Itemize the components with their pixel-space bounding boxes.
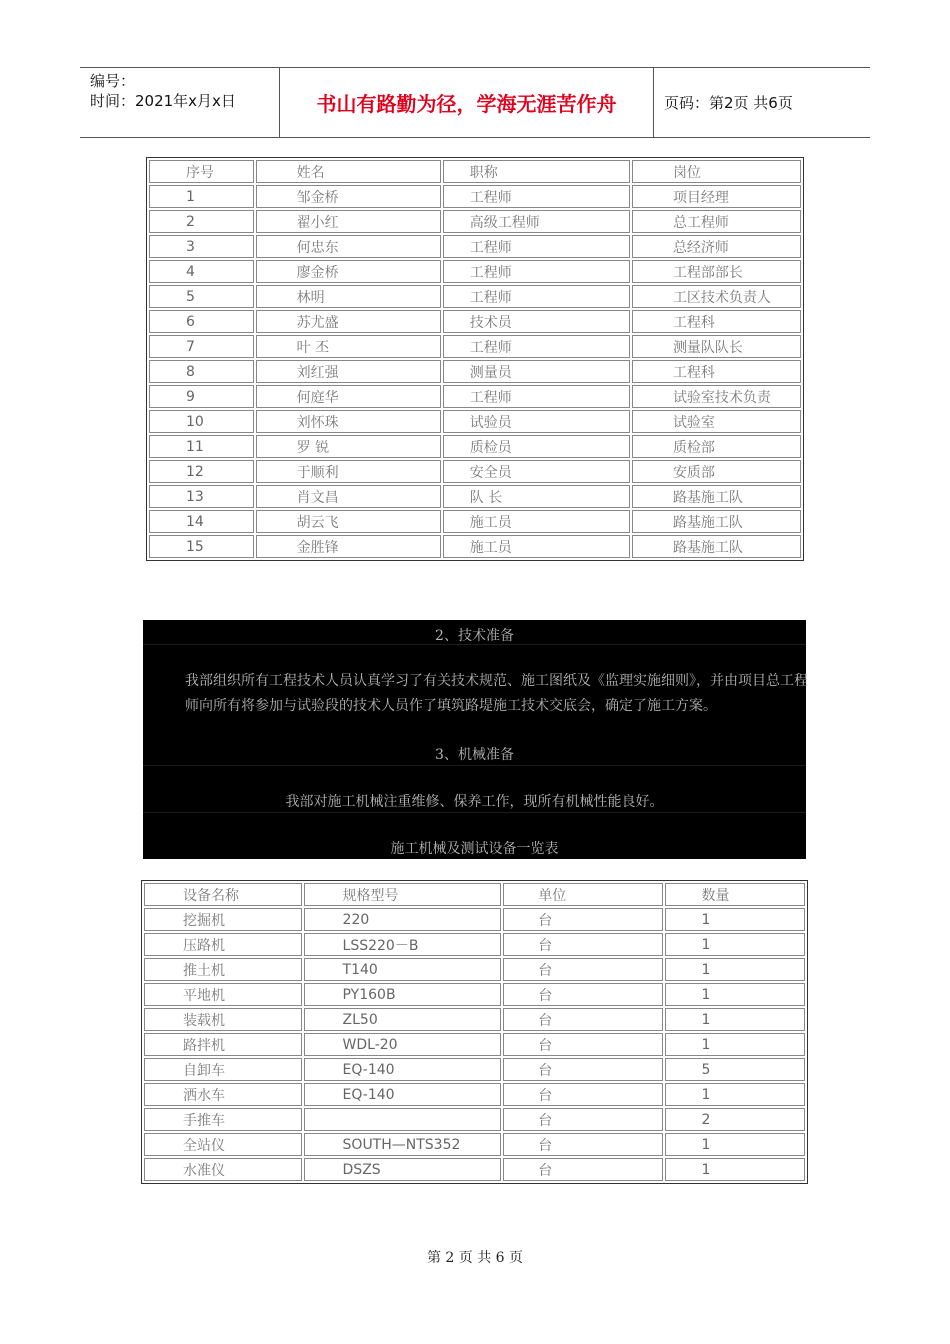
equipment-table — [141, 880, 808, 1184]
column-header: 姓名 — [256, 160, 441, 183]
staff-row — [149, 510, 801, 533]
equipment-row — [144, 958, 805, 981]
table-cell: 工程部部长 — [632, 260, 801, 283]
table-cell: SOUTH—NTS352 — [304, 1133, 502, 1156]
table-cell: 工程师 — [443, 385, 630, 408]
equipment-row — [144, 908, 805, 931]
table-cell: 廖金桥 — [256, 260, 441, 283]
table-cell: 2 — [665, 1108, 805, 1131]
code-label: 编号： — [90, 72, 136, 90]
table-cell: 自卸车 — [144, 1058, 302, 1081]
table-cell: 水准仪 — [144, 1158, 302, 1181]
table-cell: 邹金桥 — [256, 185, 441, 208]
table-cell: 5 — [149, 285, 254, 308]
table-cell: 工区技术负责人 — [632, 285, 801, 308]
equipment-row — [144, 1083, 805, 1106]
table-cell: 工程师 — [443, 335, 630, 358]
table-cell: 台 — [503, 1158, 662, 1181]
table-cell: 3 — [149, 235, 254, 258]
column-header: 规格型号 — [304, 883, 502, 906]
table-cell: 洒水车 — [144, 1083, 302, 1106]
staff-row — [149, 235, 801, 258]
table-cell: 14 — [149, 510, 254, 533]
table-cell: 高级工程师 — [443, 210, 630, 233]
table-cell: 苏尤盛 — [256, 310, 441, 333]
equipment-row — [144, 1058, 805, 1081]
column-header: 序号 — [149, 160, 254, 183]
table-cell: 装载机 — [144, 1008, 302, 1031]
table-cell: 2 — [149, 210, 254, 233]
staff-row — [149, 410, 801, 433]
table-cell: 10 — [149, 410, 254, 433]
table-cell: 罗 锐 — [256, 435, 441, 458]
table-cell: 台 — [503, 1108, 662, 1131]
table-cell: EQ-140 — [304, 1083, 502, 1106]
machine-prep-title: 3、机械准备 — [435, 747, 514, 763]
table-cell: 8 — [149, 360, 254, 383]
table-cell: 施工员 — [443, 510, 630, 533]
column-header: 职称 — [443, 160, 630, 183]
staff-row — [149, 260, 801, 283]
equipment-row — [144, 933, 805, 956]
equipment-row — [144, 1108, 805, 1131]
table-cell: 工程师 — [443, 185, 630, 208]
table-cell: 台 — [503, 908, 662, 931]
table-cell: 1 — [665, 1133, 805, 1156]
page-footer: 第 2 页 共 6 页 — [426, 1250, 524, 1266]
header-page-info: 页码：第2页 共6页 — [664, 94, 793, 112]
table-cell: 刘红强 — [256, 360, 441, 383]
table-cell: 1 — [665, 1083, 805, 1106]
table-cell — [304, 1108, 502, 1131]
table-cell: 林明 — [256, 285, 441, 308]
table-cell: 台 — [503, 1008, 662, 1031]
table-cell: 队 长 — [443, 485, 630, 508]
table-cell: 平地机 — [144, 983, 302, 1006]
table-cell: 肖文昌 — [256, 485, 441, 508]
table-cell: 6 — [149, 310, 254, 333]
column-header: 单位 — [503, 883, 662, 906]
staff-row — [149, 485, 801, 508]
staff-row — [149, 285, 801, 308]
table-cell: 路基施工队 — [632, 485, 801, 508]
table-cell: 总经济师 — [632, 235, 801, 258]
table-cell: 1 — [665, 1033, 805, 1056]
table-cell: 台 — [503, 1083, 662, 1106]
table-cell: 试验室 — [632, 410, 801, 433]
table-cell: 质检员 — [443, 435, 630, 458]
tech-prep-title: 2、技术准备 — [435, 628, 514, 644]
table-cell: 项目经理 — [632, 185, 801, 208]
table-cell: 7 — [149, 335, 254, 358]
table-cell: 5 — [665, 1058, 805, 1081]
staff-header-row — [149, 160, 801, 183]
tech-prep-text: 我部组织所有工程技术人员认真学习了有关技术规范、施工图纸及《监理实施细则》，并由项目总工程师向所有将参加与试验段的技术人员作了填筑路堤施工技术交底会，确定了施工方案。 — [185, 673, 808, 714]
table-cell: EQ-140 — [304, 1058, 502, 1081]
table-cell: 工程师 — [443, 285, 630, 308]
staff-table — [146, 157, 804, 561]
table-cell: 试验员 — [443, 410, 630, 433]
staff-row — [149, 335, 801, 358]
table-cell: 总工程师 — [632, 210, 801, 233]
table-cell: 工程科 — [632, 360, 801, 383]
staff-row — [149, 535, 801, 558]
table-cell: 1 — [149, 185, 254, 208]
table-cell: 台 — [503, 1133, 662, 1156]
table-cell: LSS220－B — [304, 933, 502, 956]
table-cell: 路基施工队 — [632, 535, 801, 558]
table-cell: 路拌机 — [144, 1033, 302, 1056]
table-cell: 4 — [149, 260, 254, 283]
staff-row — [149, 435, 801, 458]
table-cell: 1 — [665, 933, 805, 956]
table-cell: 台 — [503, 933, 662, 956]
equipment-row — [144, 1133, 805, 1156]
header-meta — [80, 68, 280, 137]
table-cell: 路基施工队 — [632, 510, 801, 533]
table-cell: ZL50 — [304, 1008, 502, 1031]
table-cell: 工程师 — [443, 260, 630, 283]
table-cell: 220 — [304, 908, 502, 931]
equipment-row — [144, 983, 805, 1006]
table-cell: 手推车 — [144, 1108, 302, 1131]
column-header: 数量 — [665, 883, 805, 906]
table-cell: 1 — [665, 958, 805, 981]
table-cell: 金胜锋 — [256, 535, 441, 558]
table-cell: 测量员 — [443, 360, 630, 383]
table-cell: 12 — [149, 460, 254, 483]
table-cell: 1 — [665, 908, 805, 931]
column-header: 设备名称 — [144, 883, 302, 906]
staff-row — [149, 385, 801, 408]
table-cell: 质检部 — [632, 435, 801, 458]
table-cell: PY160B — [304, 983, 502, 1006]
staff-row — [149, 360, 801, 383]
table-cell: 11 — [149, 435, 254, 458]
table-cell: DSZS — [304, 1158, 502, 1181]
table-cell: 推土机 — [144, 958, 302, 981]
table-cell: 何忠东 — [256, 235, 441, 258]
table-cell: 台 — [503, 1033, 662, 1056]
staff-row — [149, 210, 801, 233]
staff-row — [149, 185, 801, 208]
table-cell: T140 — [304, 958, 502, 981]
equipment-header-row — [144, 883, 805, 906]
table-cell: 15 — [149, 535, 254, 558]
table-cell: 测量队队长 — [632, 335, 801, 358]
table-cell: 于顺利 — [256, 460, 441, 483]
table-cell: 全站仪 — [144, 1133, 302, 1156]
table-cell: 压路机 — [144, 933, 302, 956]
preparation-section — [143, 620, 806, 859]
table-cell: 技术员 — [443, 310, 630, 333]
table-cell: 胡云飞 — [256, 510, 441, 533]
table-cell: 1 — [665, 983, 805, 1006]
table-cell: 安全员 — [443, 460, 630, 483]
equipment-table-caption: 施工机械及测试设备一览表 — [390, 841, 559, 857]
table-cell: 叶 丕 — [256, 335, 441, 358]
table-cell: 挖掘机 — [144, 908, 302, 931]
page-header — [80, 67, 870, 138]
header-motto: 书山有路勤为径，学海无涯苦作舟 — [280, 68, 654, 137]
table-cell: 台 — [503, 958, 662, 981]
table-cell: 试验室技术负责 — [632, 385, 801, 408]
machine-prep-text: 我部对施工机械注重维修、保养工作，现所有机械性能良好。 — [285, 794, 664, 810]
equipment-row — [144, 1158, 805, 1181]
table-cell: 刘怀珠 — [256, 410, 441, 433]
table-cell: 安质部 — [632, 460, 801, 483]
equipment-row — [144, 1008, 805, 1031]
equipment-row — [144, 1033, 805, 1056]
table-cell: 台 — [503, 1058, 662, 1081]
table-cell: 9 — [149, 385, 254, 408]
table-cell: 台 — [503, 983, 662, 1006]
table-cell: 工程师 — [443, 235, 630, 258]
table-cell: 何庭华 — [256, 385, 441, 408]
column-header: 岗位 — [632, 160, 801, 183]
staff-row — [149, 310, 801, 333]
table-cell: 1 — [665, 1158, 805, 1181]
table-cell: 13 — [149, 485, 254, 508]
table-cell: 1 — [665, 1008, 805, 1031]
date-label: 时间：2021年x月x日 — [90, 92, 236, 110]
table-cell: 工程科 — [632, 310, 801, 333]
table-cell: WDL-20 — [304, 1033, 502, 1056]
table-cell: 翟小红 — [256, 210, 441, 233]
staff-row — [149, 460, 801, 483]
table-cell: 施工员 — [443, 535, 630, 558]
